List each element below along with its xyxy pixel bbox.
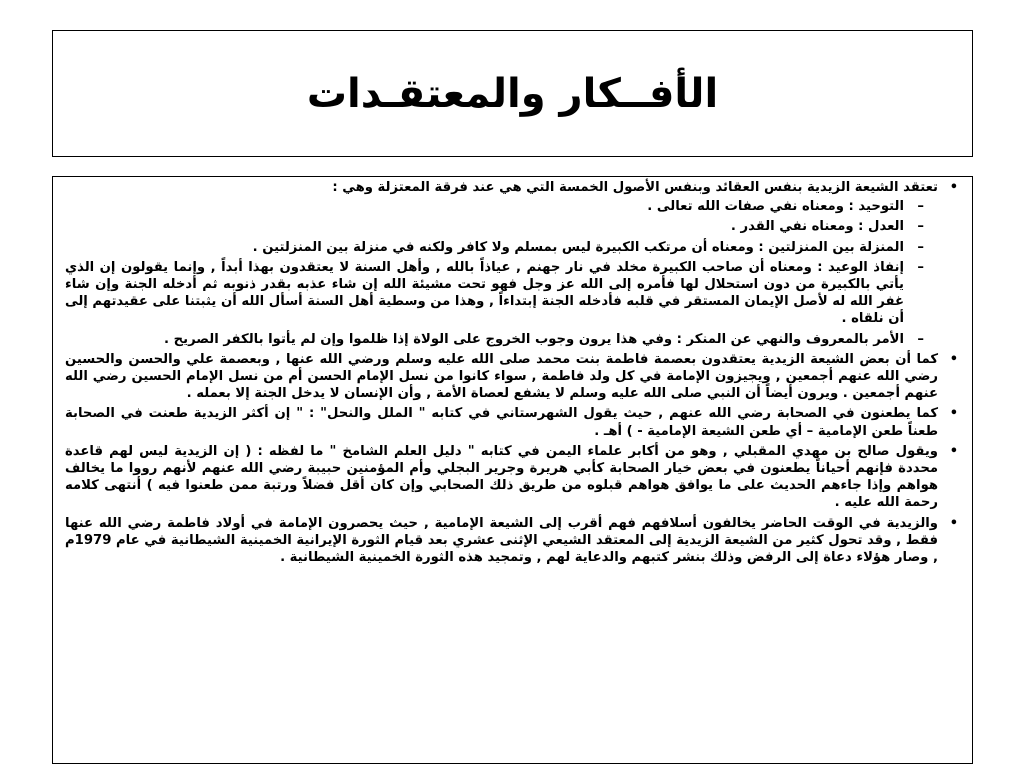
sub-bullet-text: إنفاذ الوعيد : ومعناه أن صاحب الكبيرة مخلد في نار جهنم , عياذاً بالله , وأهل السنة لا يعتقدون بهذا أبداً , وإنما يقولون إن الذي يأتي بالكبيرة من دون استحلال لها فأمره إلى الله عز وجل فهو تحت مشيئة الله إن شاء عذبه بقدر ذنوبه ثم أدخله الجنة وإن شاء غفر الله له لأصل الإيمان المستقر في قلبه فأدخله الجنة إبتداءاً , وهذا من وسطية أهل السنة أسأل الله أن يثبتنا على عقيدتهم إلى أن نلقاه . bbox=[65, 259, 904, 327]
sub-bullet-point bbox=[65, 198, 938, 215]
slide-title: الأفــكار والمعتقـدات bbox=[306, 70, 719, 117]
bullet-point bbox=[65, 443, 962, 512]
bullet-icon: • bbox=[949, 443, 958, 459]
bullet-icon: • bbox=[949, 515, 958, 531]
bullet-icon: • bbox=[949, 406, 958, 422]
sub-bullet-point bbox=[65, 239, 938, 256]
bullet-list bbox=[65, 179, 962, 566]
sub-bullet-text: التوحيد : ومعناه نفي صفات الله تعالى . bbox=[647, 199, 904, 215]
bullet-text: تعتقد الشيعة الزيدية بنفس العقائد وبنفس الأصول الخمسة التي هي عند فرقة المعتزلة وهي : bbox=[332, 180, 938, 195]
sub-bullet-point bbox=[65, 259, 938, 328]
bullet-point bbox=[65, 515, 962, 567]
content-box bbox=[52, 176, 973, 764]
sub-bullet-point bbox=[65, 331, 938, 348]
bullet-text: والزيدية في الوقت الحاضر يخالفون أسلافهم فهم أقرب إلى الشيعة الإمامية , حيث يحصرون الإمامة في أولاد فاطمة رضي الله عنها فقط , وقد تحول كثير من الشيعة الزيدية إلى المعتقد الشيعي الإثنى عشري بعد قيام الثورة الإيرانية الخمينية الشيطانية في عام 1979م , وصار هؤلاء دعاة إلى الرفض وذلك بنشر كتبهم والدعاية لهم , وتمجيد هذه الثورة الخمينية الشيطانية . bbox=[65, 515, 938, 566]
bullet-text: كما أن بعض الشيعة الزيدية يعتقدون بعصمة فاطمة بنت محمد صلى الله عليه وسلم ورضي الله عنها , وبعصمة علي والحسن والحسين رضي الله عنهم أجمعين , ويجيزون الإمامة في كل ولد فاطمة , سواء كانوا من نسل الإمام الحسن أم من نسل الإمام الحسين رضي الله عنهم أجمعين . ويرون أيضاً أن النبي صلى الله عليه وسلم لا يشفع لعصاة الأمة , وأن الإنسان لا يدخل الجنة إلا بعمله . bbox=[65, 351, 938, 402]
dash-icon: – bbox=[917, 219, 924, 235]
bullet-text: كما يطعنون في الصحابة رضي الله عنهم , حيث يقول الشهرستاني في كتابه " الملل والنحل" : " إن أكثر الزيدية طعنت في الصحابة طعناً طعن الإمامية – أي طعن الشيعة الإمامية - ) أهـ . bbox=[65, 406, 938, 439]
dash-icon: – bbox=[917, 331, 924, 347]
bullet-point bbox=[65, 351, 962, 403]
bullet-icon: • bbox=[949, 351, 958, 367]
sub-bullet-text: العدل : ومعناه نفي القدر . bbox=[730, 219, 904, 235]
dash-icon: – bbox=[917, 239, 924, 255]
dash-icon: – bbox=[917, 199, 924, 215]
sub-bullet-list bbox=[65, 198, 938, 348]
sub-bullet-point bbox=[65, 218, 938, 235]
bullet-list-container bbox=[65, 179, 962, 566]
title-box bbox=[52, 30, 973, 157]
bullet-point bbox=[65, 405, 962, 439]
sub-bullet-text: الأمر بالمعروف والنهي عن المنكر : وفي هذا يرون وجوب الخروج على الولاة إذا ظلموا وإن لم يأتوا بالكفر الصريح . bbox=[164, 331, 904, 347]
dash-icon: – bbox=[917, 259, 924, 275]
bullet-icon: • bbox=[949, 180, 958, 195]
bullet-point bbox=[65, 179, 962, 348]
bullet-text: ويقول صالح بن مهدي المقبلي , وهو من أكابر علماء اليمن في كتابه " دليل العلم الشامخ " ما لفظه : ( إن الزيدية ليس لهم قاعدة محددة فإنهم أحياناً يطعنون في بعض خيار الصحابة كأبي هريرة وجرير البجلي وأم المؤمنين حبيبة رضي الله عنهم لأنهم رووا ما يخالف هواهم وإذا جاءهم الحديث على ما يوافق هواهم قبلوه من طريق ذلك الصحابي وإن كان أقل فضلاً ورتبة ممن طعنوا فيه ) أنتهى كلامه رحمة الله عليه . bbox=[65, 443, 938, 511]
sub-bullet-text: المنزلة بين المنزلتين : ومعناه أن مرتكب الكبيرة ليس بمسلم ولا كافر ولكنه في منزلة بين المنزلتين . bbox=[252, 239, 904, 255]
